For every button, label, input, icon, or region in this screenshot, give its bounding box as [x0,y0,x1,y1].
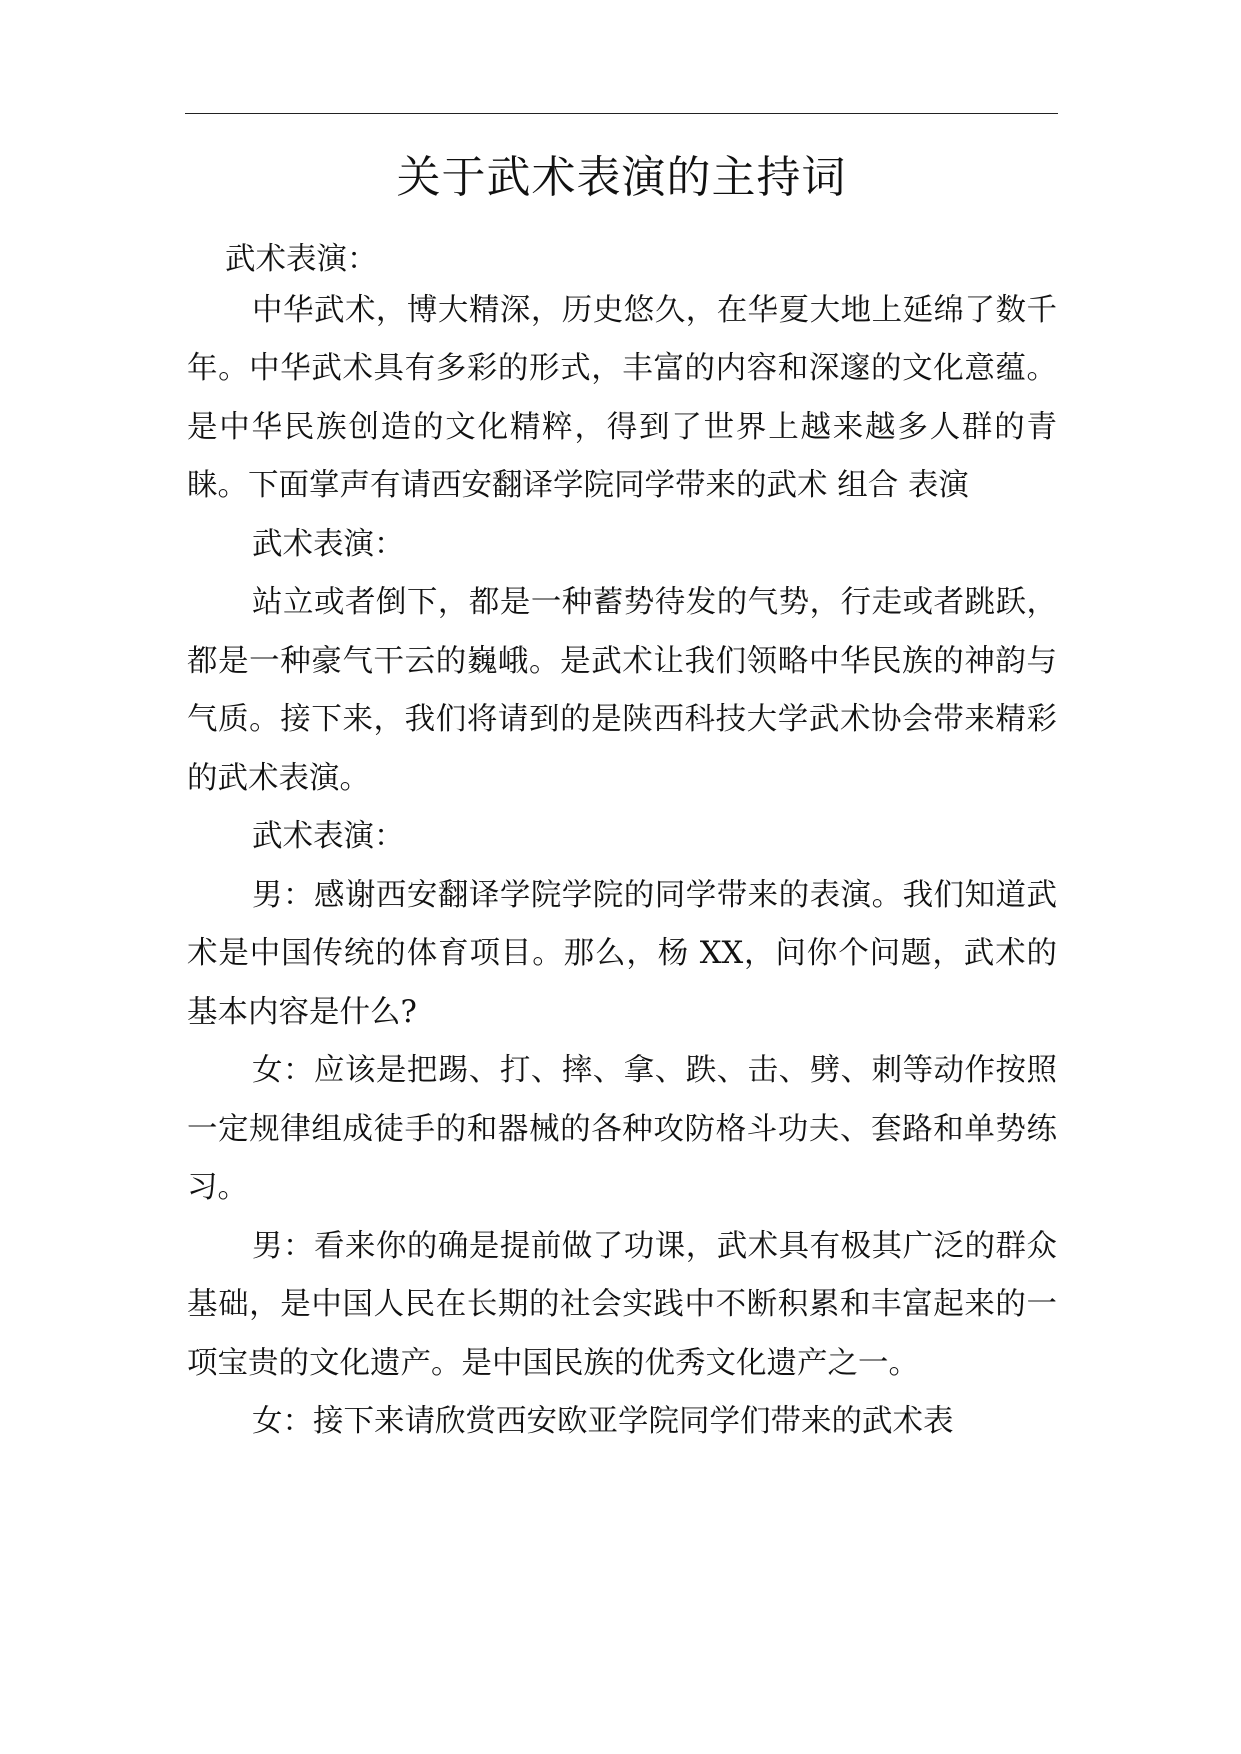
section-heading: 武术表演： [252,526,405,562]
document-body [187,223,1057,1452]
header-rule [185,113,1058,114]
section-heading: 武术表演： [252,819,405,854]
document-title: 关于武术表演的主持词 [396,152,847,203]
paragraph: 女：应该是把踢、打、摔、拿、跌、击、劈、刺等动作按照一定规律组成徒手的和器械的各种攻防格斗功夫、套路和单势练习。 [187,1053,1057,1205]
paragraph: 女：接下来请欣赏西安欧亚学院同学们带来的武术表 [252,1404,954,1439]
section-heading: 武术表演： [225,242,378,277]
paragraph: 男：看来你的确是提前做了功课，武术具有极其广泛的群众基础，是中国人民在长期的社会实践中不断积累和丰富起来的一项宝贵的文化遗产。是中国民族的优秀文化遗产之一。 [187,1228,1057,1381]
paragraph: 中华武术，博大精深，历史悠久，在华夏大地上延绵了数千年。中华武术具有多彩的形式，丰富的内容和深邃的文化意蕴。是中华民族创造的文化精粹，得到了世界上越来越多人群的青睐。下面掌声有请西安翻译学院同学带来的武术 组合 表演 [187,292,1057,503]
paragraph: 男：感谢西安翻译学院学院的同学带来的表演。我们知道武术是中国传统的体育项目。那么，杨 XX，问你个问题，武术的基本内容是什么? [187,877,1057,1030]
paragraph: 站立或者倒下，都是一种蓄势待发的气势，行走或者跳跃，都是一种豪气干云的巍峨。是武术让我们领略中华民族的神韵与气质。接下来，我们将请到的是陕西科技大学武术协会带来精彩的武术表演。 [187,585,1057,796]
